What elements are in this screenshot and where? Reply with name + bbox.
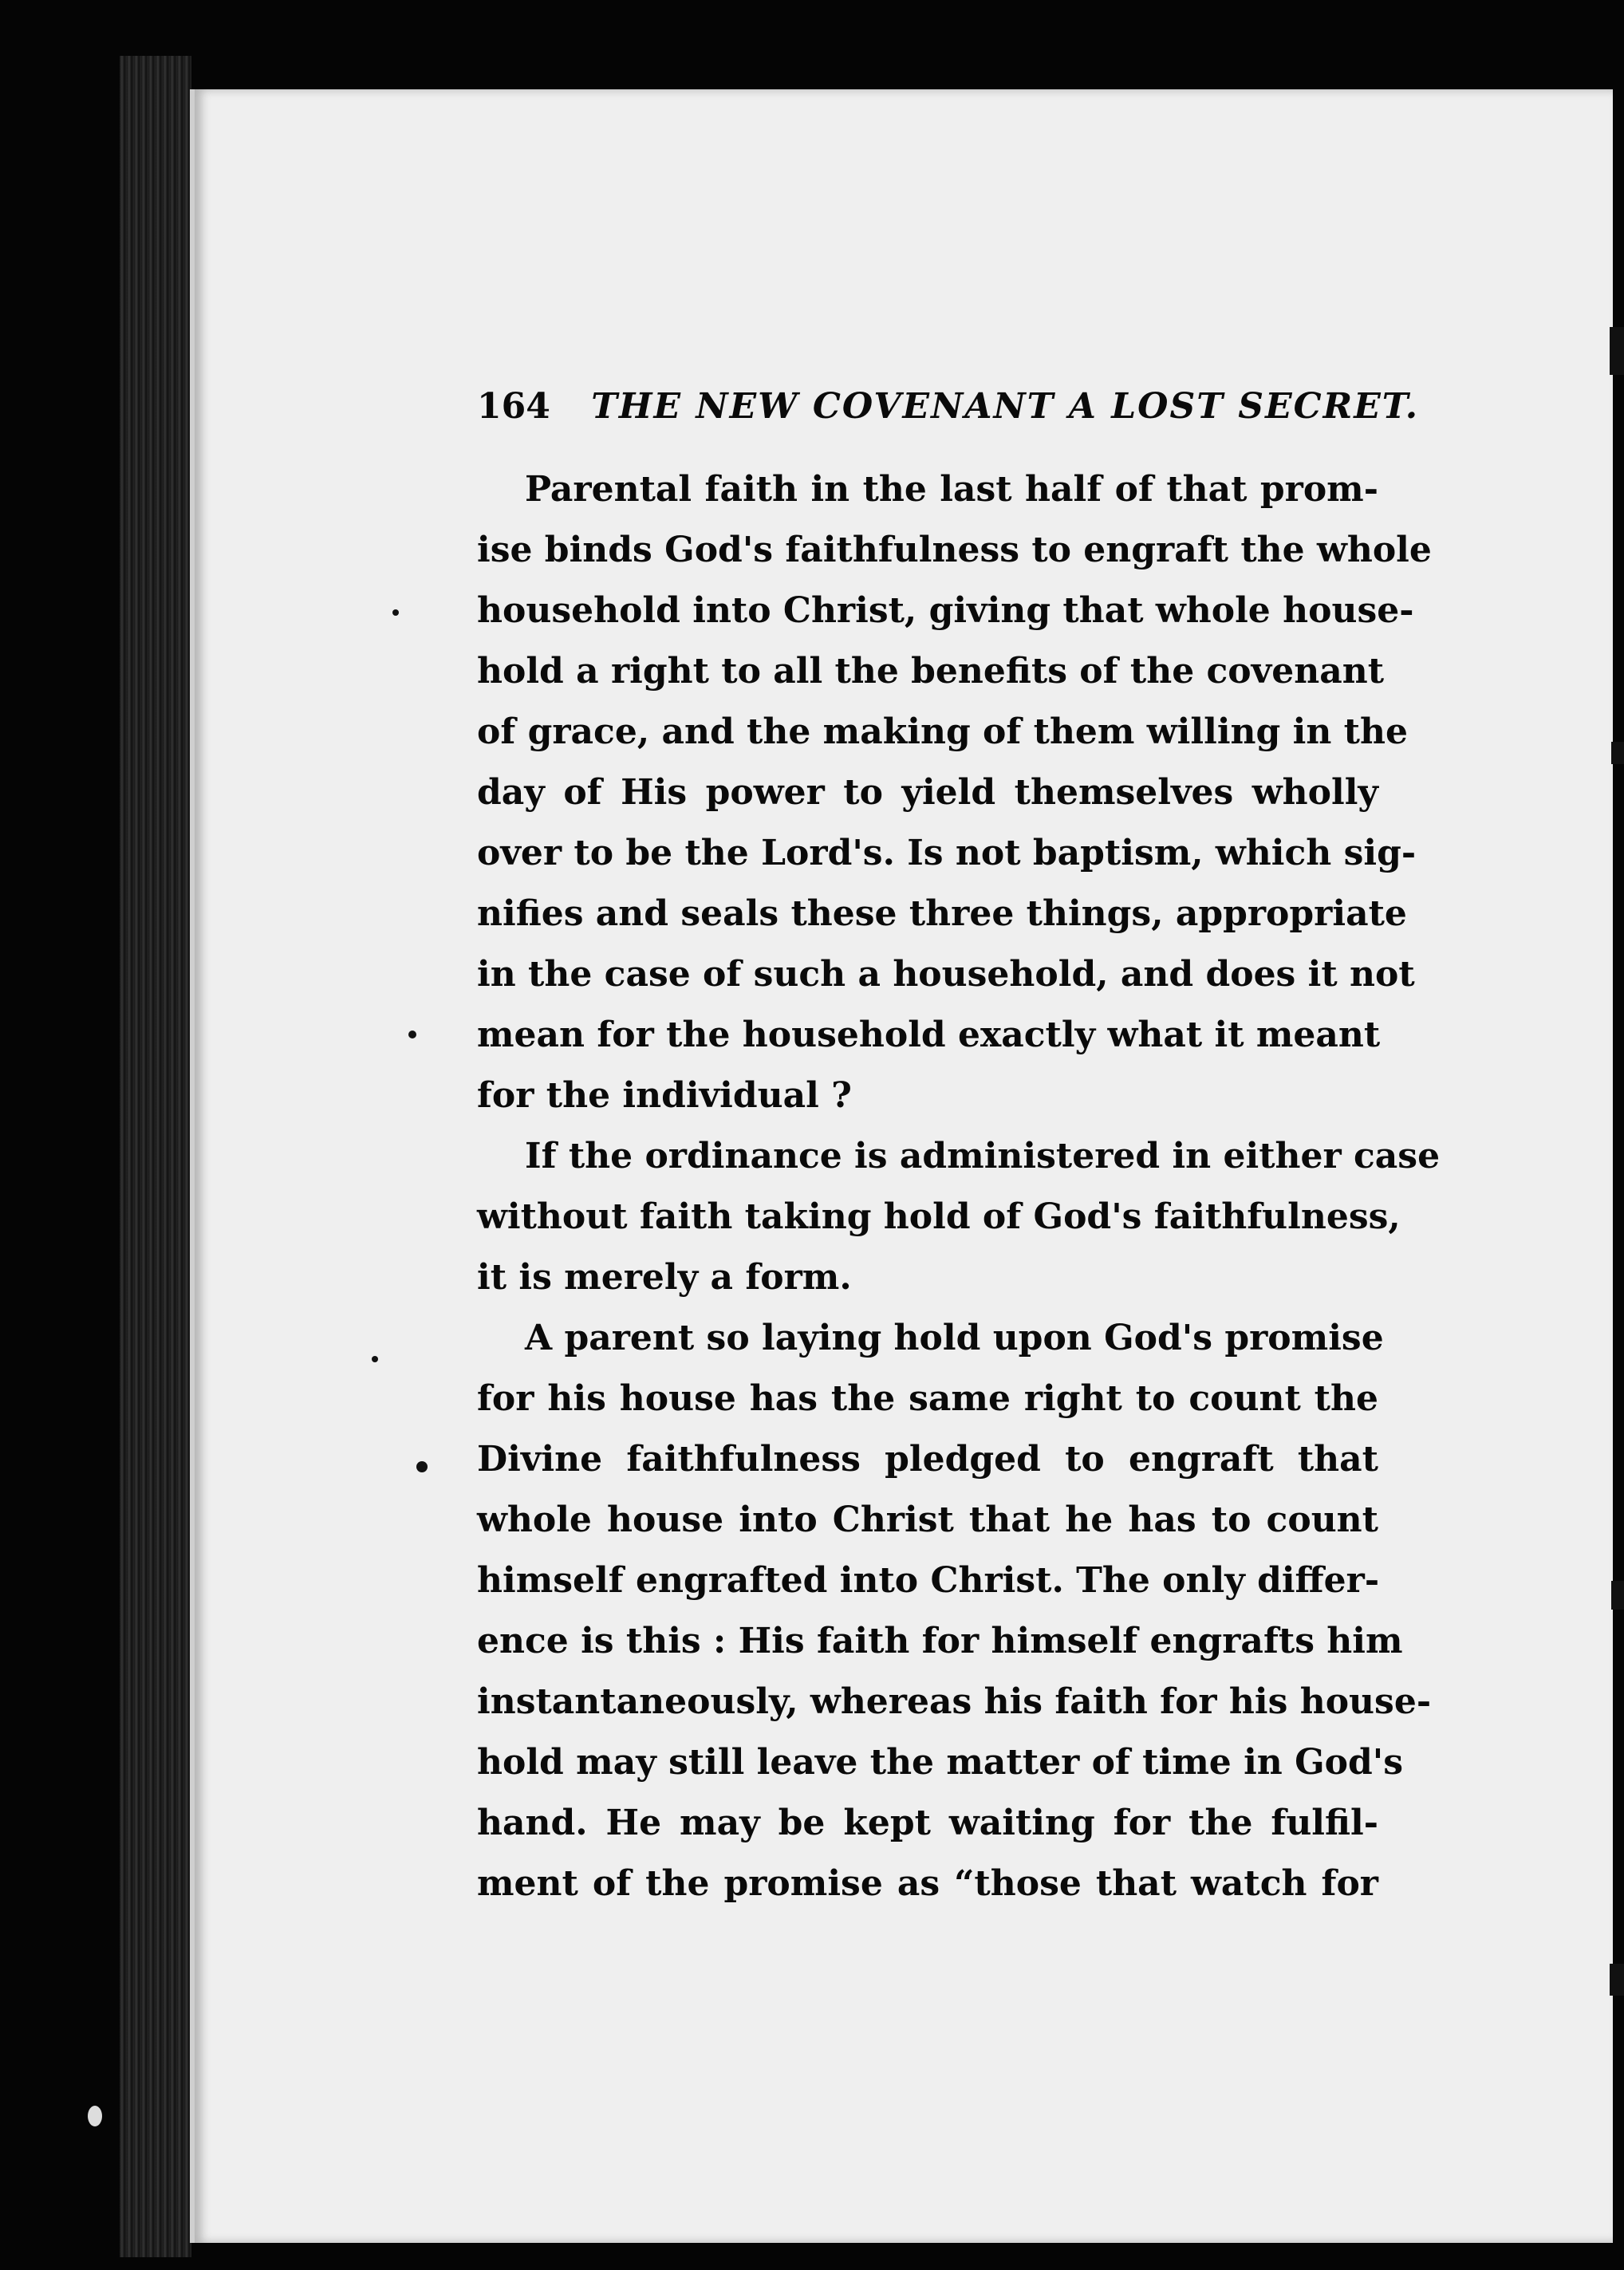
scan-speck <box>392 609 399 616</box>
scan-speck <box>88 2106 102 2126</box>
text-line: for his house has the same right to count the <box>477 1378 1378 1419</box>
text-line: over to be the Lord's. Is not baptism, which sig- <box>477 833 1417 873</box>
text-line: ise binds God's faithfulness to engraft the whole <box>477 530 1432 570</box>
text-line: household into Christ, giving that whole house- <box>477 590 1414 631</box>
body-text <box>477 459 1441 1914</box>
scan-edge-mark <box>1611 1581 1624 1610</box>
scan-edge-mark <box>1611 742 1624 764</box>
text-line: instantaneously, whereas his faith for his house- <box>477 1681 1432 1722</box>
page-header <box>477 375 1420 439</box>
text-line: If the ordinance is administered in either case <box>525 1136 1441 1176</box>
text-line: A parent so laying hold upon God's promise <box>525 1318 1384 1358</box>
scan-speck <box>408 1031 416 1038</box>
text-line: hand. He may be kept waiting for the fulfil- <box>477 1803 1378 1843</box>
text-line: of grace, and the making of them willing in the <box>477 711 1408 752</box>
paragraph-2 <box>477 1126 1441 1308</box>
text-line: hold may still leave the matter of time in God's <box>477 1742 1404 1783</box>
page-number: 164 <box>477 386 550 427</box>
paragraph-3 <box>477 1308 1432 1914</box>
scan-edge-mark <box>1610 327 1624 375</box>
text-line: whole house into Christ that he has to count <box>477 1500 1378 1540</box>
text-line: nifies and seals these three things, appropriate <box>477 893 1407 934</box>
text-line: it is merely a form. <box>477 1257 852 1298</box>
paragraph-1 <box>477 459 1432 1126</box>
book-edge <box>120 56 191 2257</box>
text-line: himself engrafted into Christ. The only differ- <box>477 1560 1380 1601</box>
scan-speck <box>416 1461 428 1472</box>
text-line: day of His power to yield themselves wholly <box>477 772 1378 813</box>
running-title: THE NEW COVENANT A LOST SECRET. <box>591 386 1420 427</box>
text-line: ment of the promise as “those that watch for <box>477 1863 1378 1904</box>
scan-speck <box>372 1356 378 1362</box>
text-line: hold a right to all the benefits of the covenant <box>477 651 1385 692</box>
text-line: mean for the household exactly what it meant <box>477 1015 1381 1055</box>
text-line: Divine faithfulness pledged to engraft that <box>477 1439 1378 1480</box>
text-line: Parental faith in the last half of that prom- <box>525 469 1378 510</box>
scan-edge-mark <box>1610 1964 1624 1996</box>
text-line: in the case of such a household, and does it not <box>477 954 1415 995</box>
text-line: for the individual ? <box>477 1075 852 1116</box>
text-line: without faith taking hold of God's faithfulness, <box>477 1196 1401 1237</box>
text-line: ence is this : His faith for himself engrafts him <box>477 1621 1403 1661</box>
